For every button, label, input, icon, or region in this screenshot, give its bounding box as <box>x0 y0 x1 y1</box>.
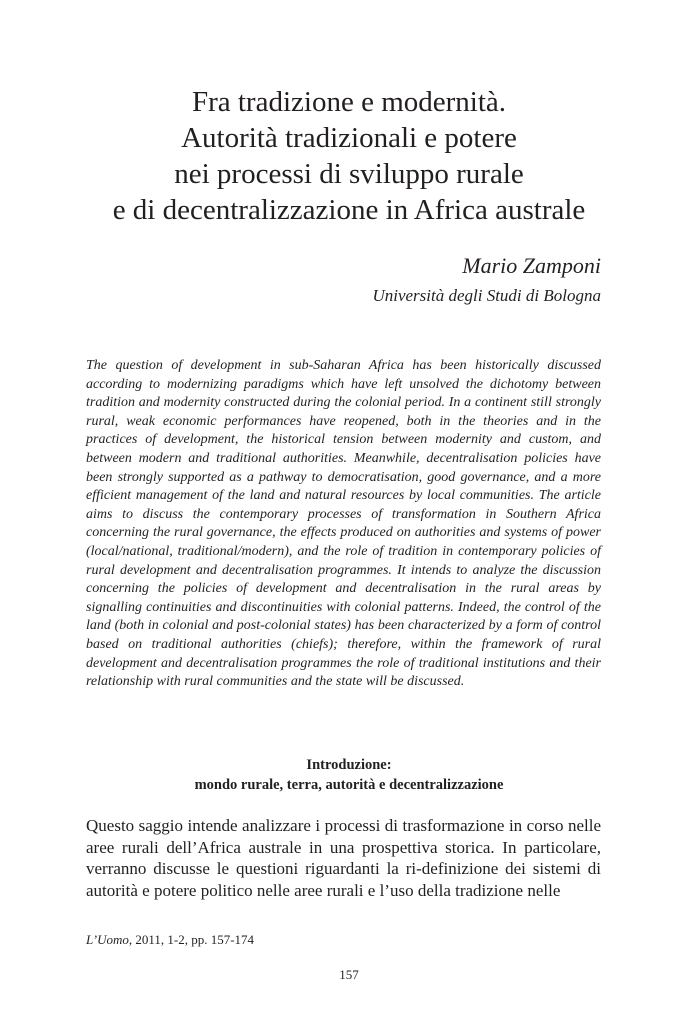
article-title <box>60 84 638 228</box>
title-line: nei processi di sviluppo rurale <box>174 158 524 190</box>
journal-name: L’Uomo <box>86 932 129 947</box>
page-number: 157 <box>339 967 359 982</box>
title-line: Fra tradizione e modernità. <box>191 86 507 118</box>
citation-details: , 2011, 1-2, pp. 157-174 <box>128 932 255 947</box>
author-affiliation: Università degli Studi di Bologna <box>372 286 601 305</box>
section-heading <box>60 755 638 795</box>
abstract: The question of development in sub-Saharan Africa has been historically discussed according to modernizing paradigms which have left unsolved the dichotomy between tradition and modernity constructed during the colonial period. In a continent still strongly rural, weak economic performances have reopened, both in the theories and in the practices of development, the historical tension between modernity and custom, and between modern and traditional authorities. Meanwhile, decentralisation policies have been strongly supported as a pathway to democratisation, good governance, and a more efficient management of the land and natural resources by local communities. The article aims to discuss the contemporary processes of transformation in Southern Africa concerning the rural governance, the effects produced on authorities and systems of power (local/national, traditional/modern), and the role of tradition in contemporary policies of rural development and decentralisation programmes. It intends to analyze the discussion concerning the policies of development and decentralisation in the rural areas by signalling continuities and discontinuities with colonial patterns. Indeed, the control of the land (both in colonial and post-colonial states) has been characterized by a form of control based on traditional authorities (chiefs); therefore, within the framework of rural development and decentralisation programmes the role of traditional institutions and their relationship with rural communities and the state will be discussed. <box>86 358 601 690</box>
footer-citation <box>86 931 254 949</box>
author-name: Mario Zamponi <box>462 253 601 278</box>
section-heading-line: Introduzione: <box>306 757 392 773</box>
title-line: e di decentralizzazione in Africa australe <box>112 194 586 226</box>
body-paragraph: Questo saggio intende analizzare i processi di trasformazione in corso nelle aree rurali dell’Africa australe in una prospettiva storica. In particolare, verranno discusse le questioni riguardanti la ri-definizione dei sistemi di autorità e potere politico nelle aree rurali e l’uso della tradizione nelle <box>86 816 601 900</box>
section-heading-line: mondo rurale, terra, autorità e decentralizzazione <box>194 777 504 793</box>
title-line: Autorità tradizionali e potere <box>181 122 517 154</box>
